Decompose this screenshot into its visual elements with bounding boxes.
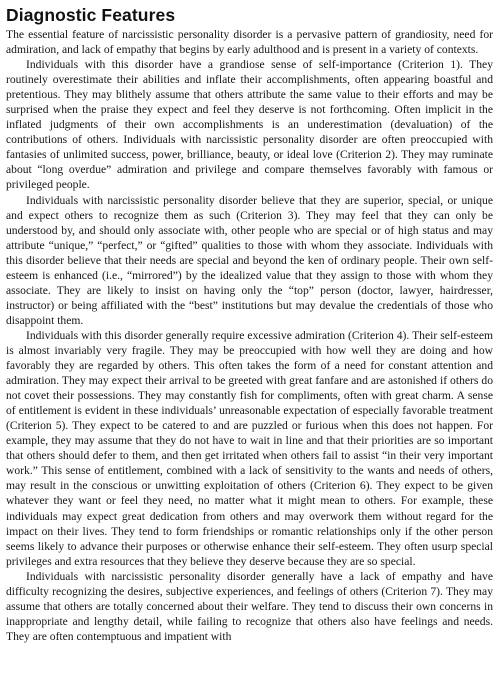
paragraph-special-unique: Individuals with narcissistic personality disorder believe that they are superior, special, or unique and expect others to recognize them as such (Criterion 3). They may feel that they can only be understood by, and should only associate with, other people who are special or of high status and may attribute “unique,” “perfect,” or “gifted” qualities to those with whom they associate. Individuals with this disorder believe that their needs are special and beyond the ken of ordinary people. Their own self-esteem is enhanced (i.e., “mirrored”) by the idealized value that they assign to those with whom they associate. They are likely to insist on having only the “top” person (doctor, lawyer, hairdresser, instructor) or being affiliated with the “best” institutions but may devalue the credentials of those who disappoint them.: [6, 193, 493, 327]
section-heading: Diagnostic Features: [6, 5, 176, 25]
paragraph-grandiosity: Individuals with this disorder have a grandiose sense of self-importance (Criterion 1). They routinely overestimate their abilities and inflate their accomplishments, often appearing boastful and pretentious. They may blithely assume that others attribute the same value to their efforts and may be surprised when the praise they expect and feel they deserve is not forthcoming. Often implicit in the inflated judgments of their own accomplishments is an underestimation (devaluation) of the contributions of others. Individuals with narcissistic personality disorder are often preoccupied with fantasies of unlimited success, power, brilliance, beauty, or ideal love (Criterion 2). They may ruminate about “long overdue” admiration and privilege and compare themselves favorably with famous or privileged people.: [6, 58, 493, 192]
paragraph-essential-feature: The essential feature of narcissistic personality disorder is a pervasive pattern of grandiosity, need for admiration, and lack of empathy that begins by early adulthood and is present in a variety of contexts.: [6, 28, 493, 57]
paragraph-admiration-entitlement: Individuals with this disorder generally require excessive admiration (Criterion 4). Their self-esteem is almost invariably very fragile. They may be preoccupied with how well they are doing and how favorably they are regarded by others. This often takes the form of a need for constant attention and admiration. They may expect their arrival to be greeted with great fanfare and are astonished if others do not covet their possessions. They may constantly fish for compliments, often with great charm. A sense of entitlement is evident in these individuals’ unreasonable expectation of especially favorable treatment (Criterion 5). They expect to be catered to and are puzzled or furious when this does not happen. For example, they may assume that they do not have to wait in line and that their priorities are so important that others should defer to them, and then get irritated when others fail to assist “in their very important work.” This sense of entitlement, combined with a lack of sensitivity to the wants and needs of others, may result in the conscious or unwitting exploitation of others (Criterion 6). They expect to be given whatever they want or feel they need, no matter what it might mean to others. For example, these individuals may expect great dedication from others and may overwork them without regard for the impact on their lives. They tend to form friendships or romantic relationships only if the other person seems likely to advance their purposes or otherwise enhance their self-esteem. They often usurp special privileges and extra resources that they believe they deserve because they are so special.: [6, 328, 493, 568]
document-page: [6, 4, 493, 644]
paragraph-lack-of-empathy: Individuals with narcissistic personality disorder generally have a lack of empathy and have difficulty recognizing the desires, subjective experiences, and feelings of others (Criterion 7). They may assume that others are totally concerned about their welfare. They tend to discuss their own concerns in inappropriate and lengthy detail, while failing to recognize that others also have feelings and needs. They are often contemptuous and impatient with: [6, 569, 493, 643]
